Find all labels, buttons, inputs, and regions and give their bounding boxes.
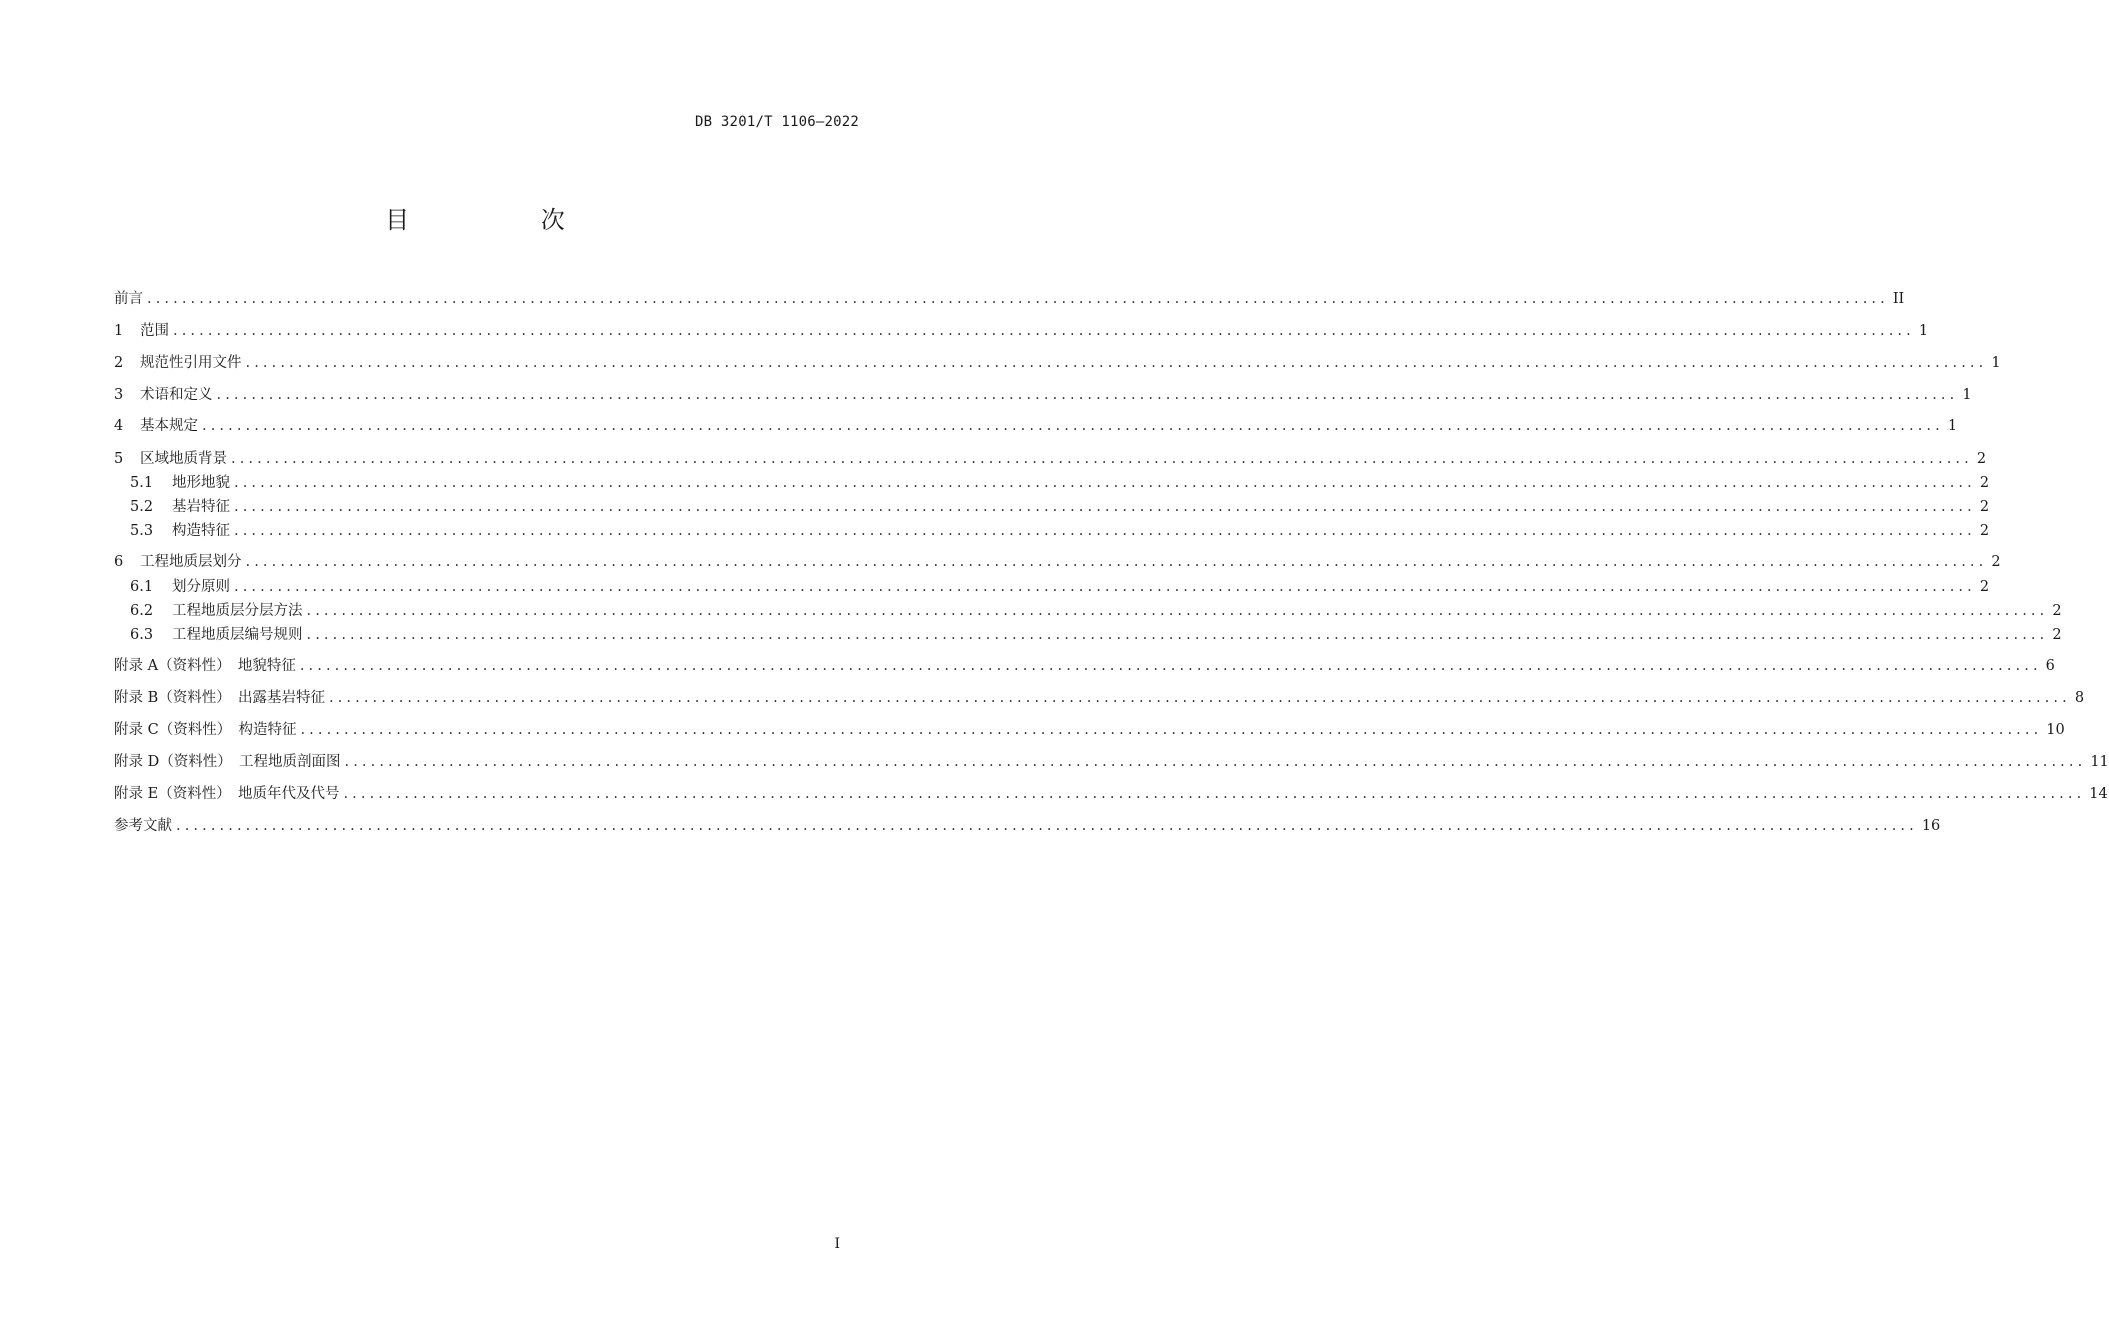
toc-page: 2 xyxy=(1979,523,1990,539)
toc-label: 附录 A（资料性） 地貌特征 xyxy=(114,658,296,674)
toc-number: 5.2 xyxy=(130,499,154,515)
toc-entry[interactable] xyxy=(114,448,1987,470)
toc-entry[interactable] xyxy=(114,783,2108,805)
document-code: DB 3201/T 1106—2022 xyxy=(695,114,859,130)
toc-leader: ........................................................................................................................................................................................................ xyxy=(300,722,2043,738)
toc-entry[interactable] xyxy=(130,600,2062,622)
toc-page: 2 xyxy=(1979,499,1990,515)
toc-label: 术语和定义 xyxy=(140,387,213,403)
toc-page: 6 xyxy=(2045,658,2055,674)
toc-label: 基岩特征 xyxy=(172,499,230,515)
toc-entry[interactable] xyxy=(130,472,1990,494)
toc-entry[interactable] xyxy=(114,288,1905,310)
toc-page: 8 xyxy=(2074,690,2085,706)
toc-entry[interactable] xyxy=(114,815,1941,837)
toc-page: 2 xyxy=(1979,579,1990,595)
toc-page: 1 xyxy=(1962,387,1972,403)
toc-leader: ........................................................................................................................................................................................................ xyxy=(306,627,2049,643)
toc-page: 1 xyxy=(1991,355,2001,371)
toc-entry[interactable] xyxy=(130,496,1990,518)
toc-entry[interactable] xyxy=(114,384,1972,406)
toc-label: 构造特征 xyxy=(172,523,230,539)
toc-label: 附录 E（资料性） 地质年代及代号 xyxy=(114,786,340,802)
toc-leader: ........................................................................................................................................................................................................ xyxy=(234,523,1976,539)
toc-label: 规范性引用文件 xyxy=(140,355,242,371)
toc-label: 工程地质层编号规则 xyxy=(172,627,303,643)
toc-label: 参考文献 xyxy=(114,818,172,834)
toc-label: 工程地质层分层方法 xyxy=(172,603,303,619)
toc-label: 划分原则 xyxy=(172,579,230,595)
toc-leader: ........................................................................................................................................................................................................ xyxy=(306,603,2049,619)
toc-number: 4 xyxy=(114,418,124,434)
toc-page: 10 xyxy=(2046,722,2065,738)
toc-label: 范围 xyxy=(140,323,169,339)
toc-page: 2 xyxy=(1991,554,2001,570)
toc-number: 6.1 xyxy=(130,579,154,595)
toc-label: 附录 D（资料性） 工程地质剖面图 xyxy=(114,754,341,770)
toc-leader: ........................................................................................................................................................................................................ xyxy=(231,451,1973,467)
toc-leader: ........................................................................................................................................................................................................ xyxy=(234,475,1976,491)
toc-leader: ........................................................................................................................................................................................................ xyxy=(329,690,2071,706)
toc-page: 2 xyxy=(2052,627,2062,643)
toc-leader: ........................................................................................................................................................................................................ xyxy=(234,579,1976,595)
toc-label: 地形地貌 xyxy=(172,475,230,491)
toc-leader: ........................................................................................................................................................................................................ xyxy=(234,499,1976,515)
toc-entry[interactable] xyxy=(114,352,2001,374)
toc-label: 附录 B（资料性） 出露基岩特征 xyxy=(114,690,326,706)
toc-leader: ........................................................................................................................................................................................................ xyxy=(173,323,1915,339)
toc-number: 5 xyxy=(114,451,124,467)
toc-page: 1 xyxy=(1947,418,1958,434)
toc-leader: ........................................................................................................................................................................................................ xyxy=(202,418,1944,434)
toc-page: 2 xyxy=(2052,603,2062,619)
toc-entry[interactable] xyxy=(130,576,1990,598)
toc-entry[interactable] xyxy=(114,415,1958,437)
toc-leader: ........................................................................................................................................................................................................ xyxy=(216,387,1959,403)
toc-label: 工程地质层划分 xyxy=(140,554,242,570)
toc-number: 6.2 xyxy=(130,603,154,619)
toc-entry[interactable] xyxy=(130,624,2062,646)
page-number: I xyxy=(834,1236,840,1252)
toc-label: 前言 xyxy=(114,291,143,307)
toc-entry[interactable] xyxy=(130,520,1990,542)
toc-label: 区域地质背景 xyxy=(140,451,227,467)
toc-label: 基本规定 xyxy=(140,418,198,434)
toc-entry[interactable] xyxy=(114,719,2065,741)
toc-entry[interactable] xyxy=(114,551,2001,573)
toc-leader: ........................................................................................................................................................................................................ xyxy=(147,291,1889,307)
toc-number: 1 xyxy=(114,323,124,339)
toc-page: 2 xyxy=(1976,451,1987,467)
toc-leader: ........................................................................................................................................................................................................ xyxy=(299,658,2042,674)
toc-leader: ........................................................................................................................................................................................................ xyxy=(344,754,2087,770)
toc-number: 5.1 xyxy=(130,475,154,491)
toc-leader: ........................................................................................................................................................................................................ xyxy=(245,554,1988,570)
toc-number: 2 xyxy=(114,355,124,371)
toc-number: 3 xyxy=(114,387,124,403)
toc-label: 附录 C（资料性） 构造特征 xyxy=(114,722,297,738)
toc-page: 2 xyxy=(1979,475,1990,491)
toc-leader: ........................................................................................................................................................................................................ xyxy=(343,786,2086,802)
toc-entry[interactable] xyxy=(114,687,2085,709)
toc-entry[interactable] xyxy=(114,751,2109,773)
toc-page: 11 xyxy=(2090,754,2109,770)
page-title: 目 次 xyxy=(385,206,627,234)
toc-leader: ........................................................................................................................................................................................................ xyxy=(176,818,1918,834)
toc-number: 6 xyxy=(114,554,124,570)
toc-page: II xyxy=(1892,291,1905,307)
toc-page: 1 xyxy=(1918,323,1929,339)
toc-page: 16 xyxy=(1921,818,1941,834)
toc-page: 14 xyxy=(2089,786,2108,802)
toc-number: 6.3 xyxy=(130,627,154,643)
toc-number: 5.3 xyxy=(130,523,154,539)
toc-entry[interactable] xyxy=(114,320,1929,342)
toc-entry[interactable] xyxy=(114,655,2055,677)
toc-leader: ........................................................................................................................................................................................................ xyxy=(245,355,1988,371)
